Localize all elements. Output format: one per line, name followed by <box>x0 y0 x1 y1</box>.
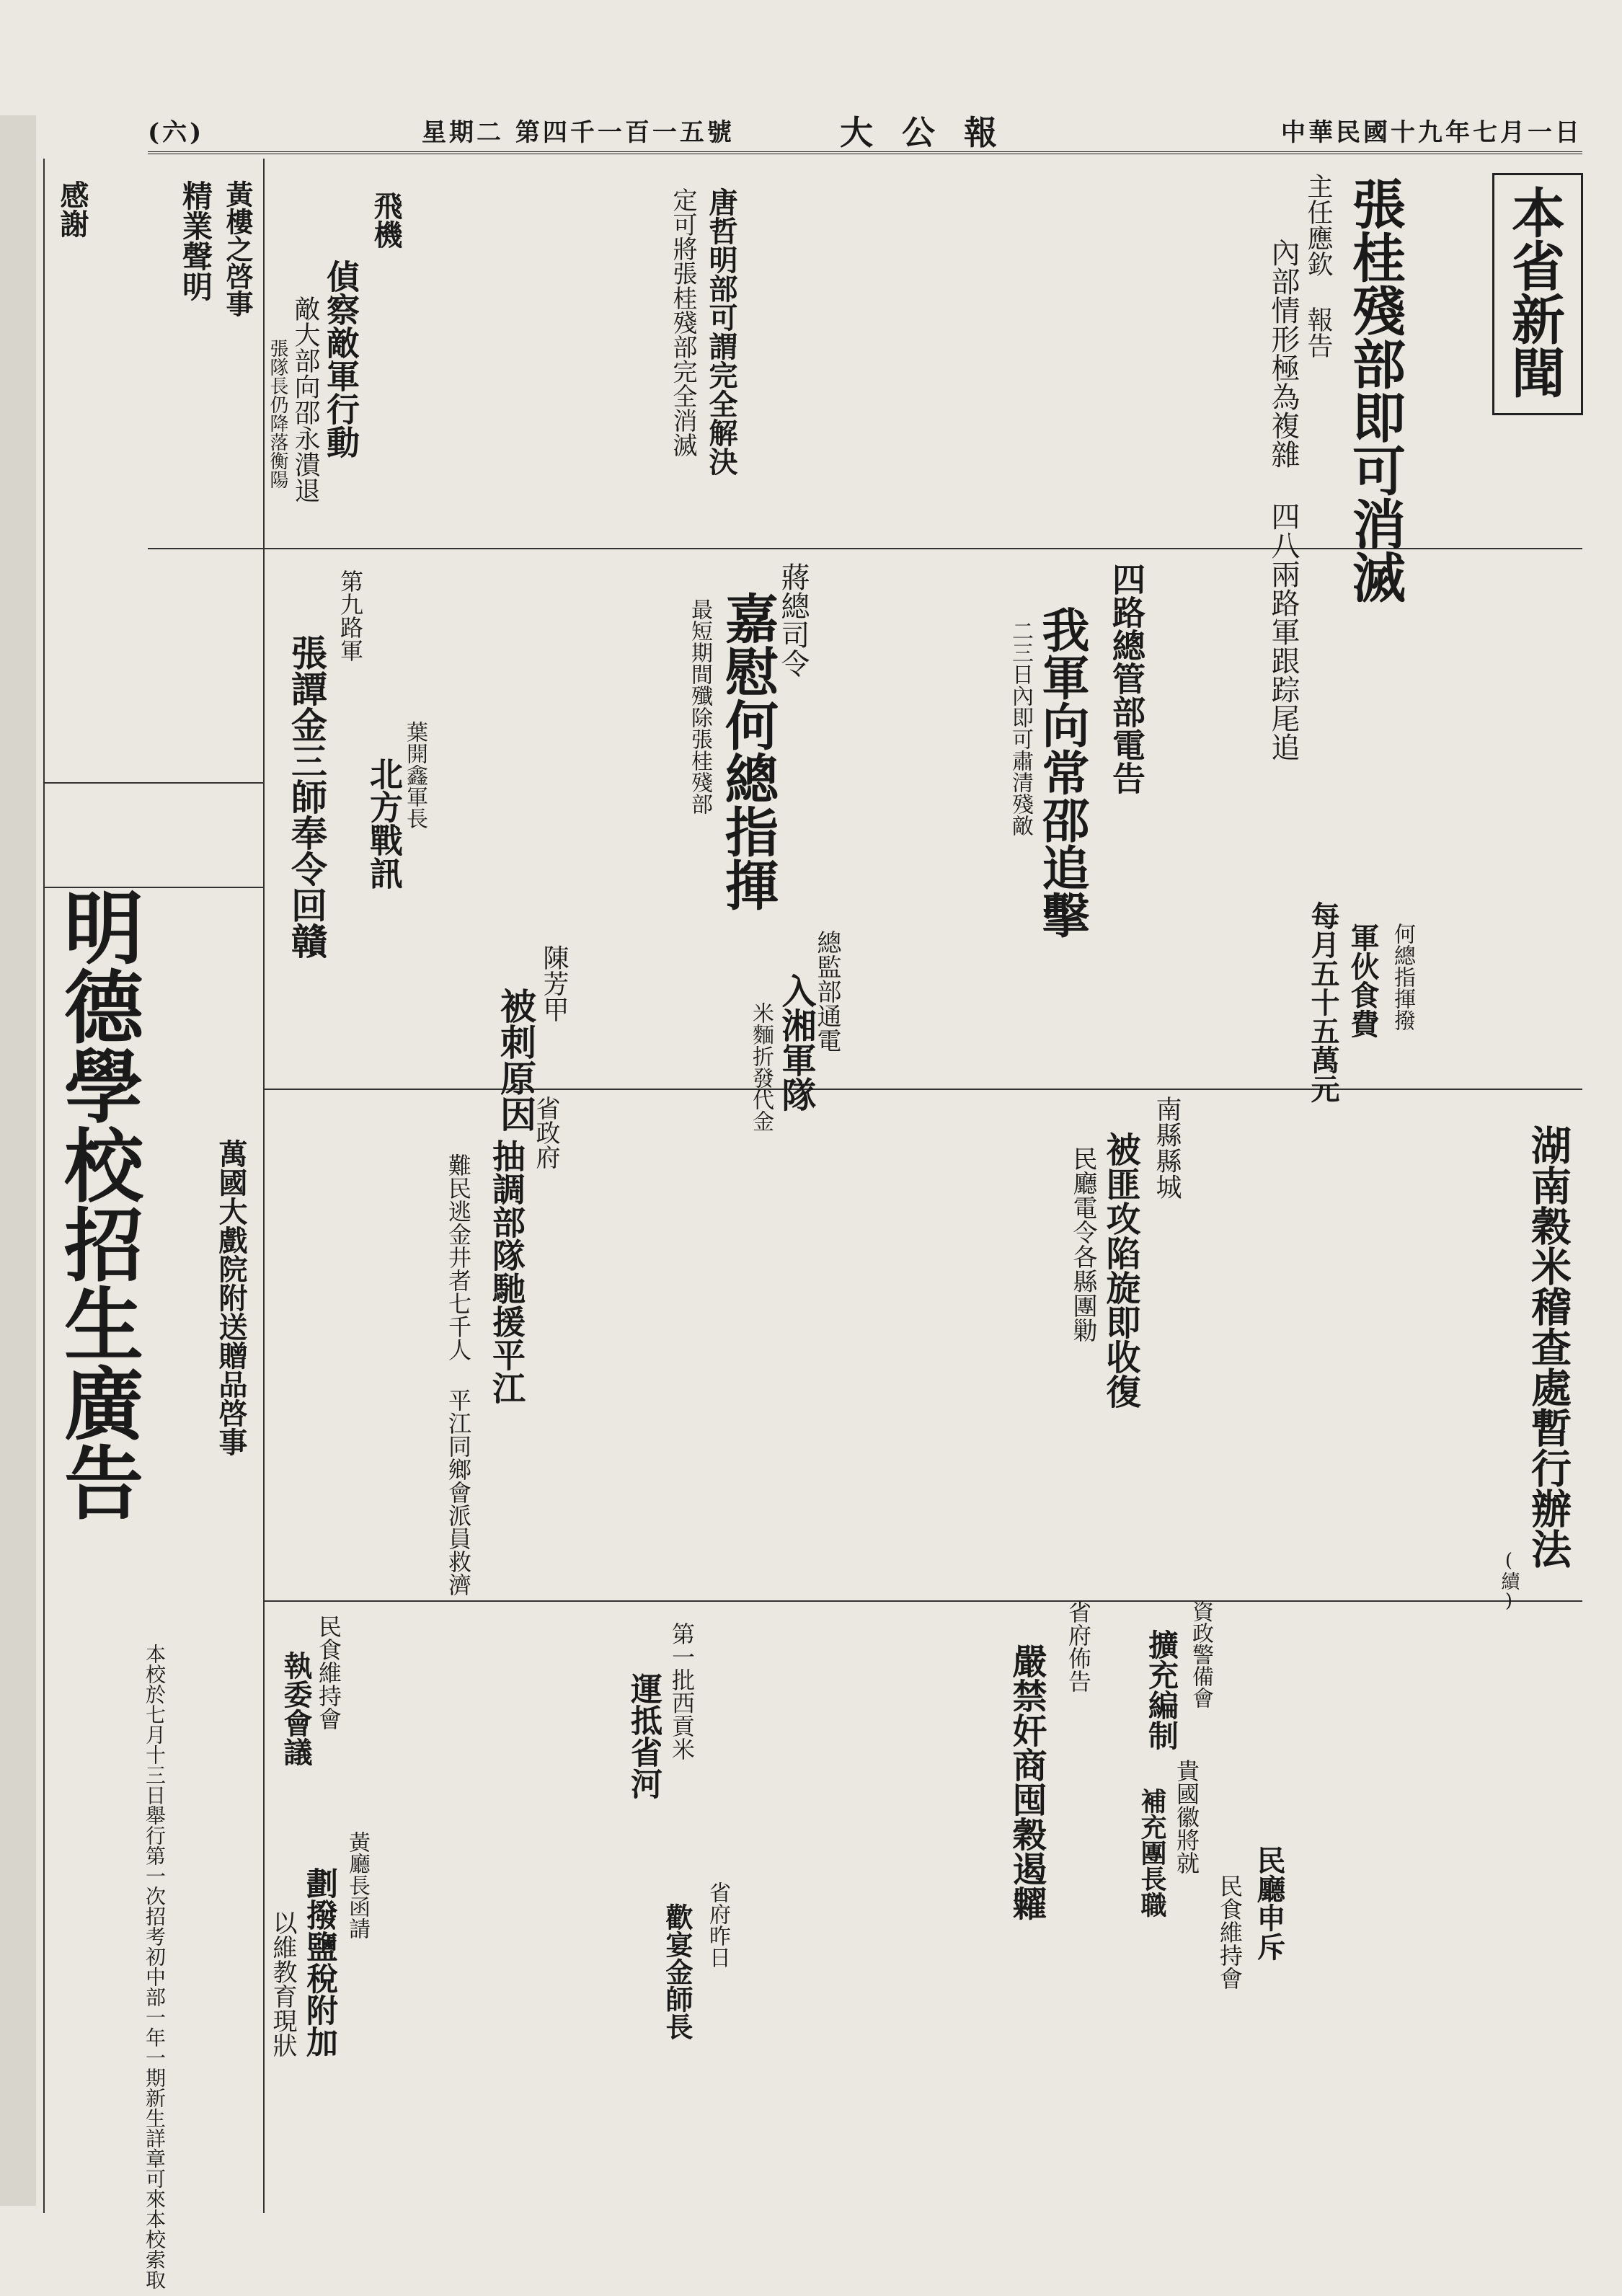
byline-a13: 省政府 <box>531 1096 560 1169</box>
subtitle-a14: 資政警備會 <box>1188 1600 1213 1708</box>
byline-a7: 第九路軍 <box>337 569 364 662</box>
byline-a19: 黃廳長函請 <box>345 1831 370 1939</box>
headline-a8: 每月五十五萬元 <box>1306 901 1340 1103</box>
headline-a7: 張譚金三師奉令回贛 <box>285 634 328 959</box>
byline-a20: 省府昨日 <box>705 1881 730 1968</box>
masthead <box>148 108 1582 154</box>
headline-a11: 湖南穀米稽查處暫行辦法 <box>1525 1125 1572 1569</box>
ad-school: 明德學校招生廣告 <box>51 887 144 1521</box>
byline-a8: 何總指揮撥 <box>1390 923 1415 1031</box>
headline-a20: 歡宴金師長 <box>661 1903 693 2040</box>
headline-a12: 被匪攻陷旋即收復 <box>1100 1132 1140 1409</box>
byline-a18: 貴國徽將就 <box>1173 1759 1200 1874</box>
ad-notice-3: 感謝 <box>56 180 89 238</box>
ad-notice-1: 黃樓之啓事 <box>221 180 254 317</box>
ad-theater: 萬國大戲院附送贈品啓事 <box>214 1139 248 1456</box>
divider-ad-1 <box>43 782 263 784</box>
subtitle-a16: 第一批西貢米 <box>668 1622 696 1760</box>
headline-a18: 補充團長職 <box>1137 1788 1167 1918</box>
page-number: (六) <box>148 118 205 147</box>
headline-a1: 張桂殘部即可消滅 <box>1344 177 1406 603</box>
headline-a3: 唐哲明部可謂完全解決 <box>704 187 738 476</box>
divider-row-3 <box>263 1600 1582 1602</box>
headline-a16: 運抵省河 <box>625 1672 662 1799</box>
divider-outer <box>43 159 45 2213</box>
body-text-block <box>1413 548 1485 1067</box>
divider-row-2 <box>263 1089 1582 1090</box>
subtitle-a17: 民食維持會 <box>1216 1874 1244 1990</box>
headline-a15: 嚴禁奸商囤穀遏糶 <box>1006 1644 1047 1920</box>
headline-a9: 入湘軍隊 <box>776 973 816 1112</box>
subtitle-a5: 二三日內即可肅清殘敵 <box>1008 620 1033 836</box>
scan-edge <box>0 115 36 2206</box>
subtitle-a4: 最短期間殲除張桂殘部 <box>687 598 712 815</box>
headline-a13: 抽調部隊馳援平江 <box>487 1139 526 1404</box>
subtitle-a9: 米麵折發代金 <box>748 1002 774 1132</box>
divider-left-ads <box>263 159 265 2213</box>
subtitle-a8: 軍伙食費 <box>1346 923 1380 1038</box>
subtitle-a2: 敵大部向邵永潰退 <box>291 296 320 503</box>
tag-a2: 飛機 <box>369 191 403 249</box>
byline-a15: 省府佈告 <box>1065 1600 1092 1693</box>
headline-a5: 我軍向常邵追擊 <box>1034 606 1090 939</box>
byline-a2: 張隊長仍降落衡陽 <box>267 339 288 489</box>
section-title: 本省新聞 <box>1503 185 1565 399</box>
publication-date: 中華民國十九年七月一日 <box>1281 118 1582 147</box>
headline-a17: 民廳申斥 <box>1252 1845 1286 1961</box>
subtitle-a21: 執委會議 <box>279 1651 313 1766</box>
issue-number: 星期二 第四千一百一五號 <box>422 118 735 147</box>
headline-a10: 被刺原因 <box>495 988 537 1132</box>
byline-a4: 蔣總司令 <box>776 562 810 678</box>
headline-a14: 擴充編制 <box>1144 1629 1179 1750</box>
section-box <box>1492 173 1583 415</box>
subtitle-a3: 定可將張桂殘部完全消滅 <box>668 187 697 457</box>
byline-a1: 主任應欽 報告 <box>1303 173 1333 358</box>
subtitle-a13: 難民逃金井者七千人 平江同鄉會派員救濟 <box>445 1153 472 1596</box>
headline-a21: 民食維持會 <box>315 1615 342 1730</box>
subtitle-a19: 以維教育現狀 <box>268 1910 297 2057</box>
byline-a5: 四路總管部電告 <box>1107 562 1146 794</box>
note-a11: (續) <box>1498 1550 1520 1612</box>
subtitle-a1: 內部情形極為複雜 四八兩路軍跟踪尾追 <box>1267 238 1300 761</box>
byline-a6: 葉開鑫軍長 <box>402 721 427 829</box>
headline-a19: 劃撥鹽稅附加 <box>301 1867 337 2057</box>
headline-a6: 北方戰訊 <box>365 757 404 890</box>
byline-a12: 南縣縣城 <box>1152 1096 1182 1200</box>
headline-a4: 嘉慰何總指揮 <box>717 591 779 911</box>
headline-a2: 偵察敵軍行動 <box>322 260 360 458</box>
ad-notice-2: 精業聲明 <box>178 180 213 301</box>
ad-school-note: 本校於七月十三日舉行第一次招考初中部一年一期新生詳章可來本校索取 <box>143 1644 167 2290</box>
paper-name: 大公報 <box>840 113 1026 152</box>
byline-a10: 陳芳甲 <box>539 944 569 1022</box>
byline-a9: 總監部通電 <box>812 930 841 1052</box>
subtitle-a12: 民廳電令各縣團勦 <box>1068 1146 1097 1342</box>
